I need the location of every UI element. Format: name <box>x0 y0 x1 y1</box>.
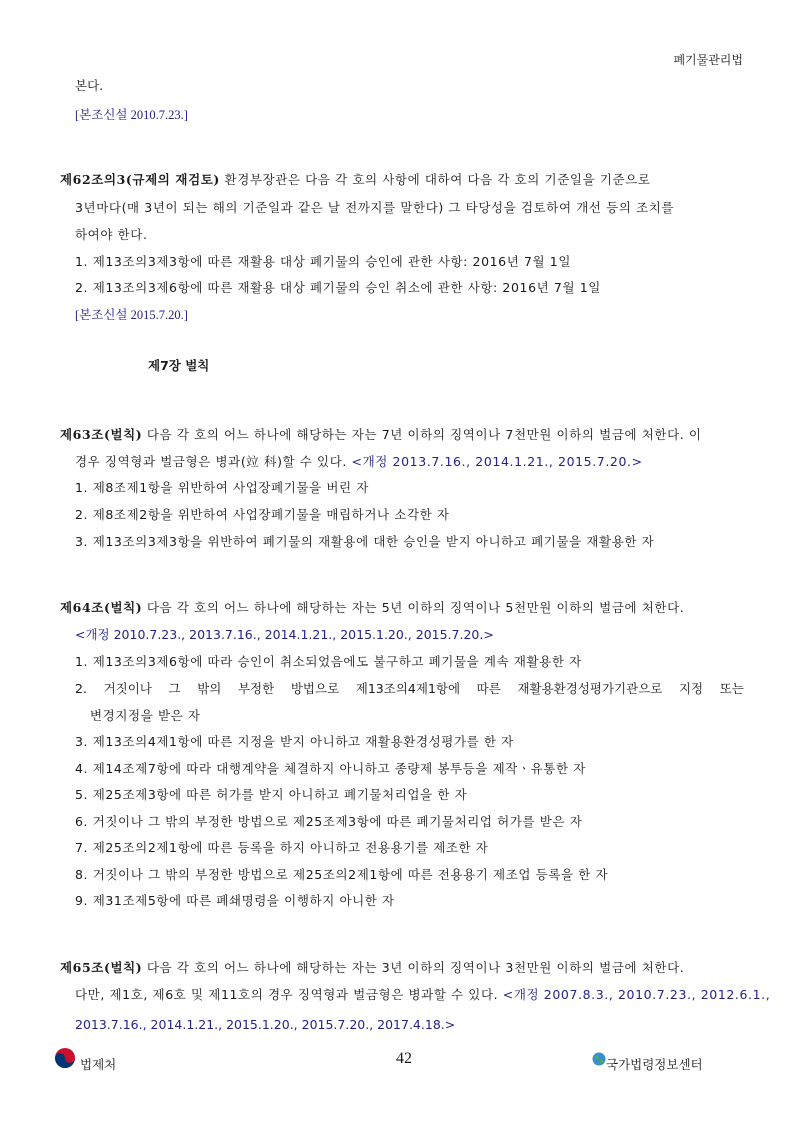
list-item: 1. 제8조제1항을 위반하여 사업장폐기물을 버린 자 <box>75 480 369 495</box>
list-item: 2. 제13조의3제6항에 따른 재활용 대상 폐기물의 승인 취소에 관한 사항: 2016년 7월 1일 <box>75 280 601 295</box>
article-text: 환경부장관은 다음 각 호의 사항에 대하여 다음 각 호의 기준일을 기준으로 <box>224 172 651 187</box>
list-item: 3. 제13조의3제3항을 위반하여 폐기물의 재활용에 대한 승인을 받지 아니하고 폐기물을 재활용한 자 <box>75 534 655 549</box>
list-item-continuation: 변경지정을 받은 자 <box>90 708 201 723</box>
globe-icon <box>592 1051 606 1065</box>
article-text: 다만, 제1호, 제6호 및 제11호의 경우 징역형과 벌금형은 병과할 수 있다. <개정 2007.8.3., 2010.7.23., 2012.6.1., <box>75 987 771 1002</box>
footer-right-label: 국가법령정보센터 <box>606 1057 703 1072</box>
article-title: 제65조(벌칙) <box>60 960 143 975</box>
amendment-note: [본조신설 2015.7.20.] <box>75 308 188 322</box>
taegeuk-logo-icon <box>54 1047 76 1069</box>
article-64 <box>60 600 684 616</box>
amendment-note: <개정 2007.8.3., 2010.7.23., 2012.6.1., <box>502 987 771 1002</box>
article-text: 다음 각 호의 어느 하나에 해당하는 자는 3년 이하의 징역이나 3천만원 이하의 벌금에 처한다. <box>146 960 685 975</box>
list-item: 9. 제31조제5항에 따른 폐쇄명령을 이행하지 아니한 자 <box>75 893 395 908</box>
list-item: 7. 제25조의2제1항에 따른 등록을 하지 아니하고 전용용기를 제조한 자 <box>75 840 489 855</box>
article-65 <box>60 960 684 976</box>
list-item: 8. 거짓이나 그 밖의 부정한 방법으로 제25조의2제1항에 따른 전용용기 제조업 등록을 한 자 <box>75 867 609 882</box>
amendment-note: [본조신설 2010.7.23.] <box>75 108 188 122</box>
article-text: 3년마다(매 3년이 되는 해의 기준일과 같은 날 전까지를 말한다) 그 타당성을 검토하여 개선 등의 조치를 <box>75 200 675 215</box>
list-item-justified: 2. 거짓이나 그 밖의 부정한 방법으로 제13조의4제1항에 따른 재활용환경성평가기관으로 지정 또는 <box>75 681 744 696</box>
list-item: 4. 제14조제7항에 따라 대행계약을 체결하지 아니하고 종량제 봉투등을 제작ㆍ유통한 자 <box>75 761 586 776</box>
article-63 <box>60 427 702 443</box>
amendment-note: <개정 2013.7.16., 2014.1.21., 2015.7.20.> <box>351 454 643 469</box>
running-header: 폐기물관리법 <box>673 53 743 67</box>
amendment-note: <개정 2010.7.23., 2013.7.16., 2014.1.21., 2015.1.20., 2015.7.20.> <box>75 627 494 642</box>
article-title: 제64조(벌칙) <box>60 600 143 615</box>
list-item: 5. 제25조제3항에 따른 허가를 받지 아니하고 폐기물처리업을 한 자 <box>75 787 468 802</box>
continuation-text: 본다. <box>75 78 104 93</box>
list-item: 6. 거짓이나 그 밖의 부정한 방법으로 제25조제3항에 따른 폐기물처리업 허가를 받은 자 <box>75 814 583 829</box>
article-title: 제63조(벌칙) <box>60 427 143 442</box>
article-title: 제62조의3(규제의 재검토) <box>60 172 220 187</box>
footer-left-label: 법제처 <box>80 1057 117 1072</box>
page-number: 42 <box>396 1050 412 1067</box>
article-text: 다음 각 호의 어느 하나에 해당하는 자는 7년 이하의 징역이나 7천만원 이하의 벌금에 처한다. 이 <box>146 427 702 442</box>
amendment-note: 2013.7.16., 2014.1.21., 2015.1.20., 2015.7.20., 2017.4.18.> <box>75 1017 456 1032</box>
list-item: 2. 제8조제2항을 위반하여 사업장폐기물을 매립하거나 소각한 자 <box>75 507 450 522</box>
chapter-title: 제7장 벌칙 <box>148 358 210 373</box>
list-item: 3. 제13조의4제1항에 따른 지정을 받지 아니하고 재활용환경성평가를 한 자 <box>75 734 514 749</box>
article-text: 다음 각 호의 어느 하나에 해당하는 자는 5년 이하의 징역이나 5천만원 이하의 벌금에 처한다. <box>146 600 685 615</box>
list-item: 1. 제13조의3제3항에 따른 재활용 대상 폐기물의 승인에 관한 사항: 2016년 7월 1일 <box>75 254 571 269</box>
list-item: 1. 제13조의3제6항에 따라 승인이 취소되었음에도 불구하고 폐기물을 계속 재활용한 자 <box>75 654 582 669</box>
article-62-3 <box>60 172 651 188</box>
article-text: 경우 징역형과 벌금형은 병과(竝 科)할 수 있다. <개정 2013.7.16., 2014.1.21., 2015.7.20.> <box>75 454 643 469</box>
article-text: 하여야 한다. <box>75 227 148 242</box>
